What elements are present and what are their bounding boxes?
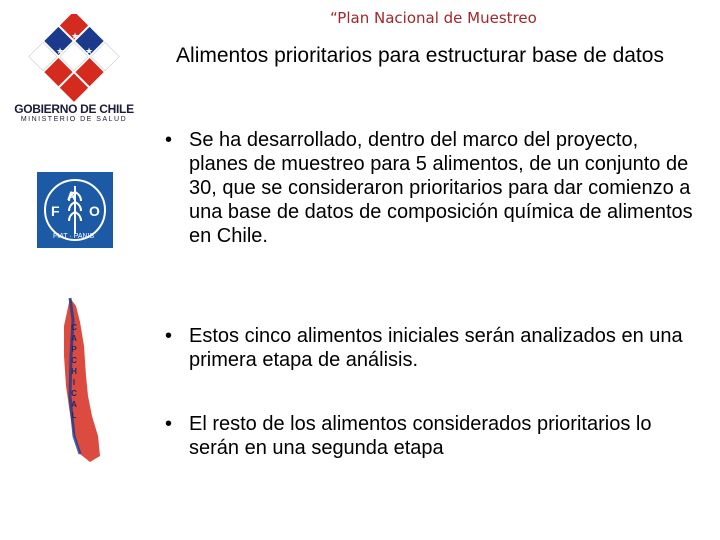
bullet-text: Estos cinco alimentos iniciales serán analizados en una primera etapa de análisis. (189, 325, 683, 371)
slide-title: Alimentos prioritarios para estructurar base de datos (176, 44, 664, 67)
bullet-dot-icon: • (165, 413, 173, 435)
fao-logo (37, 172, 113, 248)
svg-text:★: ★ (56, 47, 65, 57)
bullet-dot-icon: • (165, 129, 173, 151)
bullet-item (165, 128, 695, 248)
presentation-title: “Plan Nacional de Muestreo (330, 9, 537, 27)
bullet-dot-icon: • (165, 325, 173, 347)
gobierno-name: GOBIERNO DE CHILE (14, 102, 134, 116)
bullet-text: El resto de los alimentos considerados prioritarios lo serán en una segunda etapa (189, 413, 652, 459)
fao-letter-a: A (67, 189, 76, 203)
svg-text:O: O (89, 203, 100, 219)
gobierno-de-chile-logo (12, 14, 136, 126)
svg-text:★: ★ (71, 62, 80, 72)
chile-flag-icon (12, 14, 136, 102)
ministerio-name: MINISTERIO DE SALUD (20, 116, 128, 123)
bullet-text: Se ha desarrollado, dentro del marco del proyecto, planes de muestreo para 5 alimentos, de un conjunto de 30, que se consideraron prioritarios para dar comienzo a una base de datos de composición química de alimentos en Chile. (189, 129, 693, 247)
capchical-logo (40, 296, 110, 466)
bullet-item (165, 412, 695, 460)
fao-motto: FIAT · PANIS (53, 233, 95, 240)
svg-text:★: ★ (85, 47, 94, 57)
svg-text:F: F (51, 203, 60, 219)
bullet-item (165, 324, 695, 372)
capchical-letters: C A P C H I C A L (71, 323, 77, 420)
fao-emblem-icon (37, 172, 113, 248)
svg-text:★: ★ (71, 32, 80, 42)
